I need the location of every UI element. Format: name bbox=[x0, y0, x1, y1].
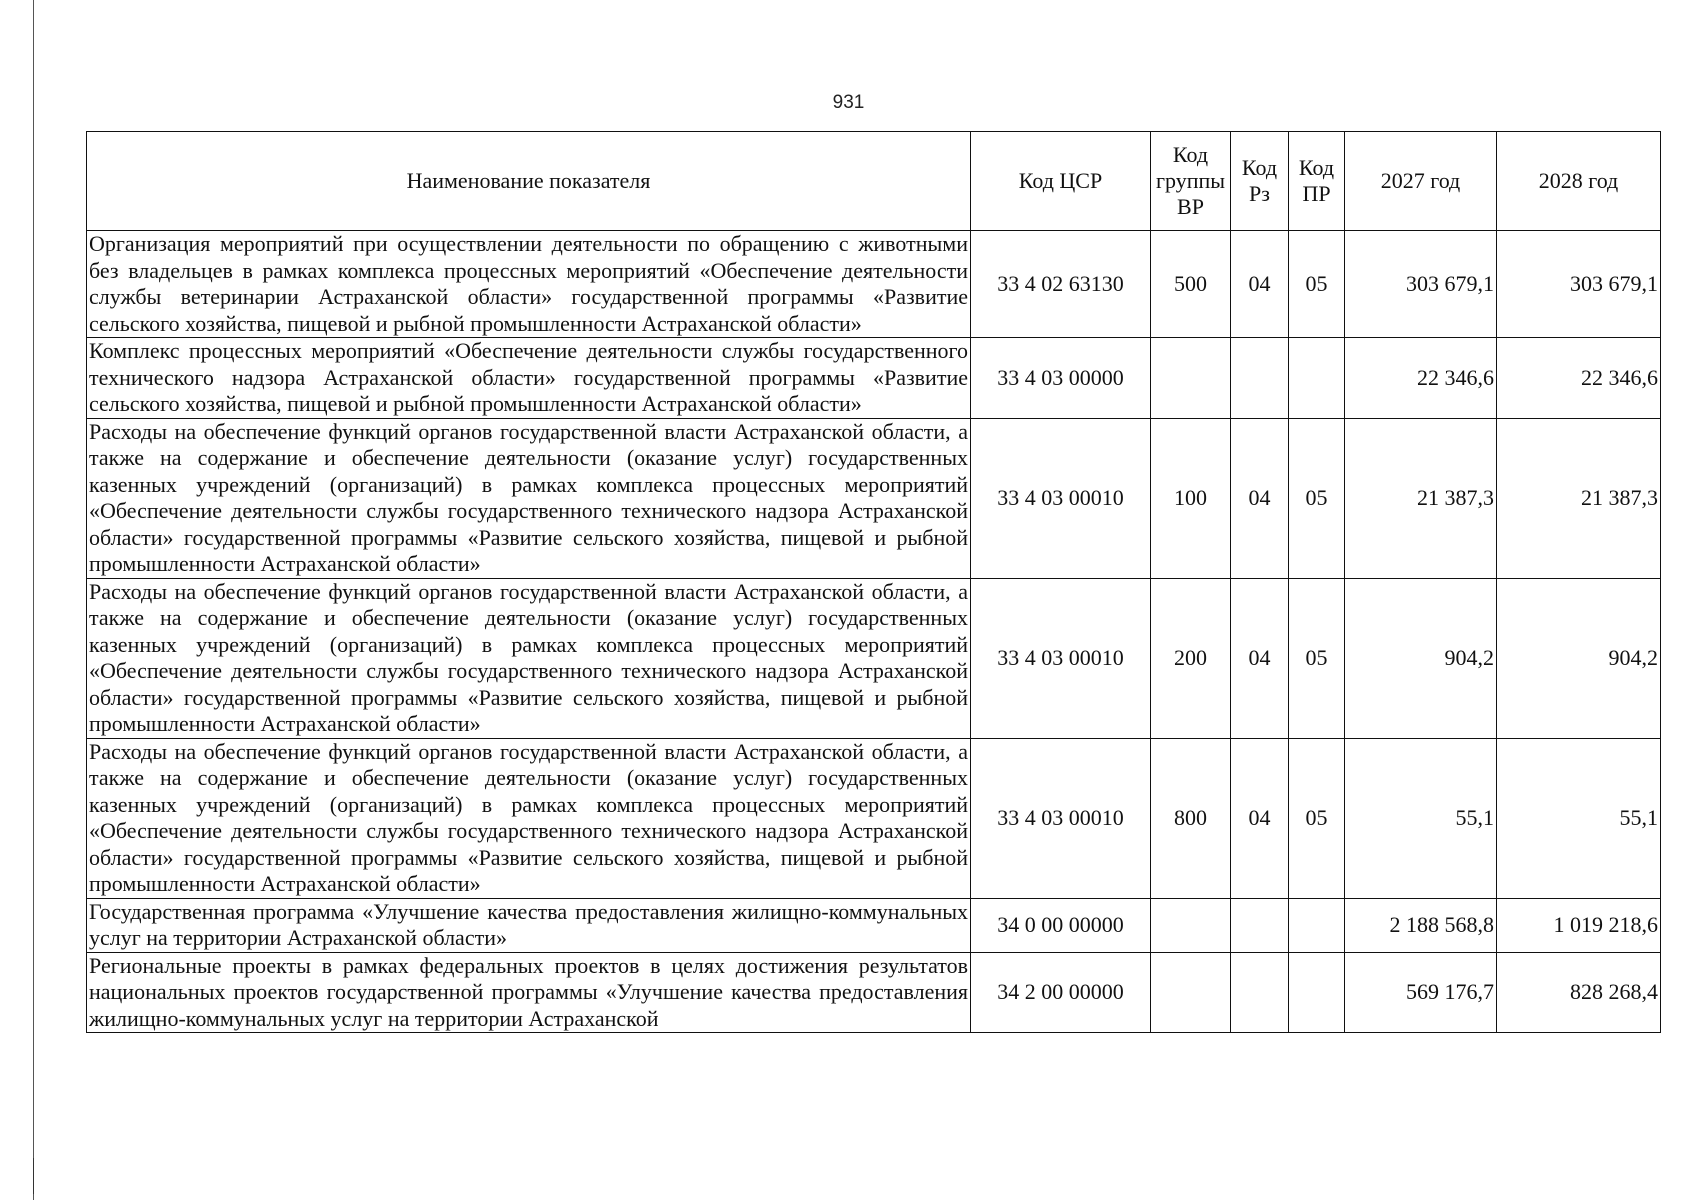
row-pr bbox=[1289, 338, 1345, 419]
row-rz: 04 bbox=[1231, 418, 1289, 578]
row-csr: 34 0 00 00000 bbox=[971, 898, 1151, 952]
row-vr: 800 bbox=[1151, 738, 1231, 898]
row-pr bbox=[1289, 952, 1345, 1033]
row-vr bbox=[1151, 952, 1231, 1033]
row-rz bbox=[1231, 898, 1289, 952]
row-vr bbox=[1151, 898, 1231, 952]
row-csr: 33 4 02 63130 bbox=[971, 231, 1151, 338]
page-margin-line bbox=[33, 0, 34, 1200]
row-2027: 569 176,7 bbox=[1345, 952, 1497, 1033]
row-name: Расходы на обеспечение функций органов государственной власти Астраханской области, а также на содержание и обеспечение деятельности (оказание услуг) государственных казенных учреждений (организаций) в рамках комплекса процессных мероприятий «Обеспечение деятельности службы государственного технического надзора Астраханской области» государственной программы «Развитие сельского хозяйства, пищевой и рыбной промышленности Астраханской области» bbox=[87, 578, 971, 738]
row-2027: 2 188 568,8 bbox=[1345, 898, 1497, 952]
row-2028: 21 387,3 bbox=[1497, 418, 1661, 578]
row-rz: 04 bbox=[1231, 738, 1289, 898]
table-header-row bbox=[87, 132, 1661, 231]
row-2028: 55,1 bbox=[1497, 738, 1661, 898]
row-csr: 33 4 03 00010 bbox=[971, 418, 1151, 578]
page-margin-tick bbox=[33, 1158, 34, 1194]
row-pr: 05 bbox=[1289, 738, 1345, 898]
table-row bbox=[87, 738, 1661, 898]
row-name: Государственная программа «Улучшение качества предоставления жилищно-коммунальных услуг на территории Астраханской области» bbox=[87, 898, 971, 952]
header-name: Наименование показателя bbox=[87, 132, 971, 231]
row-csr: 33 4 03 00010 bbox=[971, 738, 1151, 898]
row-name: Расходы на обеспечение функций органов государственной власти Астраханской области, а также на содержание и обеспечение деятельности (оказание услуг) государственных казенных учреждений (организаций) в рамках комплекса процессных мероприятий «Обеспечение деятельности службы государственного технического надзора Астраханской области» государственной программы «Развитие сельского хозяйства, пищевой и рыбной промышленности Астраханской области» bbox=[87, 418, 971, 578]
table-row bbox=[87, 418, 1661, 578]
row-2027: 904,2 bbox=[1345, 578, 1497, 738]
row-2027: 21 387,3 bbox=[1345, 418, 1497, 578]
budget-table bbox=[86, 131, 1661, 1033]
header-rz: Код Рз bbox=[1231, 132, 1289, 231]
row-rz: 04 bbox=[1231, 231, 1289, 338]
row-name: Комплекс процессных мероприятий «Обеспечение деятельности службы государственного технического надзора Астраханской области» государственной программы «Развитие сельского хозяйства, пищевой и рыбной промышленности Астраханской области» bbox=[87, 338, 971, 419]
row-pr: 05 bbox=[1289, 418, 1345, 578]
row-2028: 904,2 bbox=[1497, 578, 1661, 738]
row-2028: 1 019 218,6 bbox=[1497, 898, 1661, 952]
row-2028: 303 679,1 bbox=[1497, 231, 1661, 338]
row-vr: 200 bbox=[1151, 578, 1231, 738]
row-2028: 22 346,6 bbox=[1497, 338, 1661, 419]
row-name: Региональные проекты в рамках федеральных проектов в целях достижения результатов национальных проектов государственной программы «Улучшение качества предоставления жилищно-коммунальных услуг на территории Астраханской bbox=[87, 952, 971, 1033]
header-2027: 2027 год bbox=[1345, 132, 1497, 231]
row-name: Расходы на обеспечение функций органов государственной власти Астраханской области, а также на содержание и обеспечение деятельности (оказание услуг) государственных казенных учреждений (организаций) в рамках комплекса процессных мероприятий «Обеспечение деятельности службы государственного технического надзора Астраханской области» государственной программы «Развитие сельского хозяйства, пищевой и рыбной промышленности Астраханской области» bbox=[87, 738, 971, 898]
row-vr: 500 bbox=[1151, 231, 1231, 338]
row-vr: 100 bbox=[1151, 418, 1231, 578]
row-name: Организация мероприятий при осуществлении деятельности по обращению с животными без владельцев в рамках комплекса процессных мероприятий «Обеспечение деятельности службы ветеринарии Астраханской области» государственной программы «Развитие сельского хозяйства, пищевой и рыбной промышленности Астраханской области» bbox=[87, 231, 971, 338]
row-pr: 05 bbox=[1289, 231, 1345, 338]
header-pr: Код ПР bbox=[1289, 132, 1345, 231]
row-2027: 22 346,6 bbox=[1345, 338, 1497, 419]
page-number: 931 bbox=[832, 92, 865, 113]
row-csr: 33 4 03 00010 bbox=[971, 578, 1151, 738]
table-row bbox=[87, 898, 1661, 952]
row-csr: 34 2 00 00000 bbox=[971, 952, 1151, 1033]
row-2027: 55,1 bbox=[1345, 738, 1497, 898]
table-row bbox=[87, 952, 1661, 1033]
row-rz bbox=[1231, 952, 1289, 1033]
table-row bbox=[87, 338, 1661, 419]
row-vr bbox=[1151, 338, 1231, 419]
row-pr bbox=[1289, 898, 1345, 952]
header-2028: 2028 год bbox=[1497, 132, 1661, 231]
header-csr: Код ЦСР bbox=[971, 132, 1151, 231]
table-row bbox=[87, 578, 1661, 738]
row-2028: 828 268,4 bbox=[1497, 952, 1661, 1033]
row-pr: 05 bbox=[1289, 578, 1345, 738]
header-vr: Код группы ВР bbox=[1151, 132, 1231, 231]
row-rz: 04 bbox=[1231, 578, 1289, 738]
row-2027: 303 679,1 bbox=[1345, 231, 1497, 338]
table-row bbox=[87, 231, 1661, 338]
row-rz bbox=[1231, 338, 1289, 419]
row-csr: 33 4 03 00000 bbox=[971, 338, 1151, 419]
